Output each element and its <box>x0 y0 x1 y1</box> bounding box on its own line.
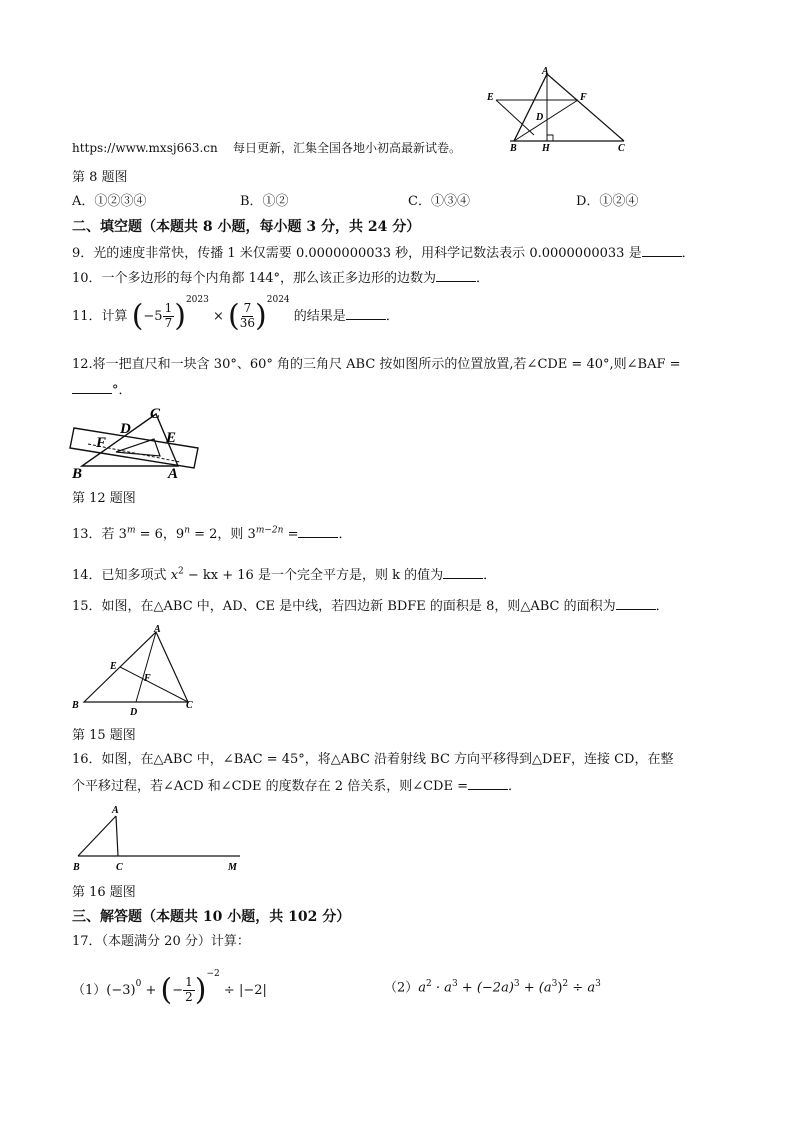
q13-answer-blank[interactable] <box>298 525 338 538</box>
q17-p2-e6: 3 <box>595 979 601 989</box>
q14-end: ． <box>483 568 497 583</box>
section2-title: 二、填空题（本题共 8 小题，每小题 3 分，共 24 分） <box>72 219 421 235</box>
q14-prefix: 14．已知多项式 <box>72 568 171 583</box>
question-9 <box>72 244 695 262</box>
fig12-label-e: E <box>166 430 177 446</box>
q16-answer-blank[interactable] <box>468 777 508 790</box>
q12-answer-blank[interactable] <box>72 381 112 394</box>
q12-line2 <box>72 381 132 399</box>
section3-title: 三、解答题（本题共 10 小题，共 102 分） <box>72 909 351 925</box>
q17-p2-e5: 2 <box>562 979 569 989</box>
question-17: 17．（本题满分 20 分）计算： <box>72 934 250 949</box>
q17-p1-a-exp: 0 <box>135 979 142 989</box>
q15-answer-blank[interactable] <box>616 597 656 610</box>
q16-line2-text: 个平移过程，若∠ACD 和∠CDE 的度数存在 2 倍关系，则∠CDE = <box>72 779 468 794</box>
figure-q8 <box>484 62 634 154</box>
q17-p1-num: 1 <box>185 975 193 990</box>
q13-mid2: = 2，则 3 <box>190 527 256 542</box>
q17-p2-label: （2） <box>384 980 419 996</box>
fig16-label-b: B <box>73 862 80 873</box>
figure-q16 <box>70 800 250 876</box>
fig8-label-h: H <box>542 143 550 154</box>
q8-option-a: A．①②③④ <box>72 194 147 209</box>
q17-p2-a: a <box>418 980 427 996</box>
q17-p1-plus: + <box>145 983 157 998</box>
q17-p2-mid: + (−2a) <box>457 980 514 996</box>
q14-answer-blank[interactable] <box>443 566 483 579</box>
q11-answer-blank[interactable] <box>346 307 386 320</box>
q14-mid: − kx + 16 是一个完全平方是，则 k 的值为 <box>183 568 444 583</box>
q17-p2-mid3: ) <box>557 980 563 996</box>
q17-p2-e1: 2 <box>426 979 432 989</box>
q12-caption: 第 12 题图 <box>72 491 136 506</box>
fig8-label-b: B <box>510 143 517 154</box>
q10-end: ． <box>476 271 490 286</box>
question-13 <box>72 525 352 543</box>
q10-answer-blank[interactable] <box>436 269 476 282</box>
fig12-label-d: D <box>120 421 131 437</box>
q16-end: ． <box>507 779 521 794</box>
fig15-label-e: E <box>110 661 117 672</box>
q11-prefix: 11．计算 <box>72 309 128 324</box>
q11-a-neg: −5 <box>143 309 163 324</box>
q11-end: ． <box>385 309 399 324</box>
fig12-label-f: F <box>96 435 107 451</box>
q17-p2-end: ÷ a <box>568 980 596 996</box>
question-10 <box>72 269 489 287</box>
q8-option-d: D．①②④ <box>576 194 639 209</box>
header-text: 每日更新，汇集全国各地小初高最新试卷。 <box>233 141 462 155</box>
q14-x: x <box>170 568 179 583</box>
q13-exp-m-2n: m−2n <box>255 525 284 536</box>
q12-line1: 12.将一把直尺和一块含 30°、60° 角的三角尺 ABC 按如图所示的位置放置,若∠CDE = 40°,则∠BAF = <box>72 357 681 372</box>
q9-answer-blank[interactable] <box>642 244 682 257</box>
q17-part2 <box>384 979 601 997</box>
q17-p1-neg: − <box>172 983 184 998</box>
q13-mid3: = <box>283 527 299 542</box>
q11-times: × <box>212 309 224 324</box>
fig8-label-f: F <box>580 92 587 103</box>
q13-mid1: = 6，9 <box>135 527 185 542</box>
q17-p1-label: （1） <box>72 983 107 998</box>
q11-suffix: 的结果是 <box>293 309 346 324</box>
q9-text: 9．光的速度非常快，传播 1 米仅需要 0.0000000033 秒，用科学记数法表示 0.0000000033 是 <box>72 246 642 261</box>
fig15-label-a: A <box>154 624 161 635</box>
header-note <box>72 141 461 156</box>
q17-p2-e4: 3 <box>551 979 558 989</box>
fig8-label-c: C <box>618 143 625 154</box>
q11-b-num: 7 <box>243 301 252 316</box>
q10-text: 10．一个多边形的每个内角都 144°，那么该正多边形的边数为 <box>72 271 436 286</box>
fig8-label-a: A <box>542 66 549 77</box>
q11-exp2: 2024 <box>266 295 290 305</box>
q16-line2 <box>72 777 521 795</box>
q8-caption: 第 8 题图 <box>72 170 128 185</box>
fig12-label-b: B <box>72 466 83 482</box>
fig8-label-e: E <box>487 92 494 103</box>
fig15-label-c: C <box>186 700 193 711</box>
figure-q15 <box>70 622 200 718</box>
q8-option-c: C．①③④ <box>408 194 470 209</box>
q15-text: 15．如图，在△ABC 中，AD、CE 是中线，若四边新 BDFE 的面积是 8，则△ABC 的面积为 <box>72 599 616 614</box>
q12-end: °． <box>112 383 132 398</box>
q11-b-fraction <box>240 302 255 331</box>
fig12-label-c: C <box>150 406 161 422</box>
fig15-label-f: F <box>144 673 151 684</box>
q16-line1: 16．如图，在△ABC 中，∠BAC = 45°，将△ABC 沿着射线 BC 方向平移得到△DEF，连接 CD，在整 <box>72 752 674 767</box>
q16-caption: 第 16 题图 <box>72 885 136 900</box>
q15-end: ． <box>655 599 669 614</box>
header-url[interactable]: https://www.mxsj663.cn <box>72 141 218 155</box>
question-15 <box>72 597 669 615</box>
q17-p1-fraction <box>183 976 195 1005</box>
q11-a-fraction <box>163 302 175 331</box>
q15-caption: 第 15 题图 <box>72 728 136 743</box>
fig8-label-d: D <box>536 112 544 123</box>
q17-p2-dot: · a <box>431 980 452 996</box>
fig12-label-a: A <box>168 466 179 482</box>
q17-p1-den: 2 <box>185 990 193 1004</box>
q13-exp-m: m <box>126 525 136 536</box>
q14-square: 2 <box>178 566 184 577</box>
q17-p1-exp: −2 <box>206 969 220 979</box>
q11-a-num: 1 <box>164 301 173 316</box>
q17-p1-a: (−3) <box>106 983 136 998</box>
fig15-label-b: B <box>72 700 79 711</box>
q13-exp-n: n <box>184 525 190 536</box>
q9-end: ． <box>681 246 695 261</box>
q17-p2-mid2: + (a <box>519 980 552 996</box>
fig15-label-d: D <box>130 707 138 718</box>
q8-option-b: B．①② <box>240 194 289 209</box>
q17-part1: $(1)(-3)^0$ + (− $\frac{1}{2}$ )$^{-2}$ ÷ |−2| <box>72 969 267 1008</box>
q13-end: ． <box>338 527 352 542</box>
q17-p1-rest: ÷ |−2| <box>223 983 267 998</box>
q17-p2-e3: 3 <box>513 979 520 989</box>
q11-a-den: 7 <box>164 316 173 330</box>
question-11: 11．计算 (−5 $\frac{1}{7}$ )$^{2023}$ × ( $\frac{7}{36}$ )$^{2024}$ 的结果是 ． <box>72 295 399 334</box>
question-14 <box>72 566 496 584</box>
fig16-label-a: A <box>112 805 119 816</box>
q11-exp1: 2023 <box>185 295 209 305</box>
figure-q12 <box>68 402 204 482</box>
fig16-label-c: C <box>116 862 123 873</box>
fig16-label-m: M <box>228 862 237 873</box>
q11-b-den: 36 <box>239 316 256 330</box>
q13-prefix: 13．若 3 <box>72 527 127 542</box>
q17-p2-e2: 3 <box>451 979 458 989</box>
